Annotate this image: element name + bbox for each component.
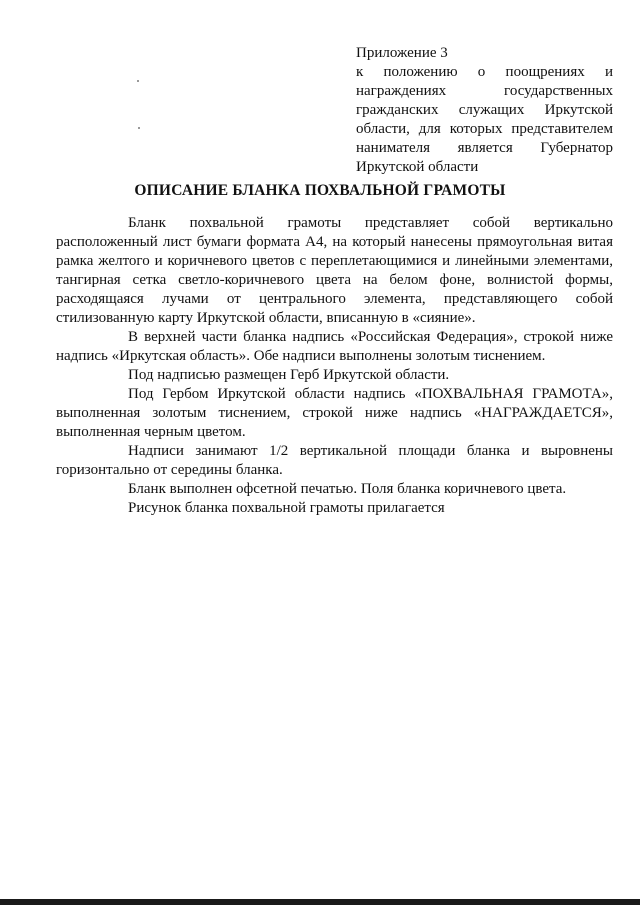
document-title: ОПИСАНИЕ БЛАНКА ПОХВАЛЬНОЙ ГРАМОТЫ <box>134 182 506 199</box>
paragraph: Под Гербом Иркутской области надпись «ПОХВАЛЬНАЯ ГРАМОТА», выполненная золотым тиснением, строкой ниже надпись «НАГРАЖДАЕТСЯ», выполненная черным цветом. <box>56 386 613 440</box>
scan-artifact <box>137 80 139 82</box>
paragraph: Под надписью размещен Герб Иркутской области. <box>128 367 450 383</box>
scan-artifact <box>138 127 140 129</box>
paragraph: В верхней части бланка надпись «Российская Федерация», строкой ниже надпись «Иркутская область». Обе надписи выполнены золотым тиснением. <box>56 329 613 364</box>
paragraph: Рисунок бланка похвальной грамоты прилагается <box>128 500 445 516</box>
paragraph: Бланк выполнен офсетной печатью. Поля бланка коричневого цвета. <box>128 481 567 497</box>
appendix-text: к положению о поощрениях и награждениях государственных гражданских служащих Иркутской области, для которых представителем нанимателя является Губернатор Иркутской области <box>356 64 613 175</box>
scan-bottom-edge <box>0 899 640 905</box>
paragraph: Надписи занимают 1/2 вертикальной площади бланка и выровнены горизонтально от середины бланка. <box>56 443 613 478</box>
document-body <box>56 214 613 518</box>
paragraph: Бланк похвальной грамоты представляет собой вертикально расположенный лист бумаги формата А4, на который нанесены прямоугольная витая рамка желтого и коричневого цветов с переплетающимися и линейными элементами, тангирная сетка светло-коричневого цвета на белом фоне, волнистой формы, расходящаяся лучами от центрального элемента, представляющего собой стилизованную карту Иркутской области, вписанную в «сияние». <box>56 215 613 326</box>
appendix-block <box>356 44 613 177</box>
appendix-label: Приложение 3 <box>356 45 448 61</box>
